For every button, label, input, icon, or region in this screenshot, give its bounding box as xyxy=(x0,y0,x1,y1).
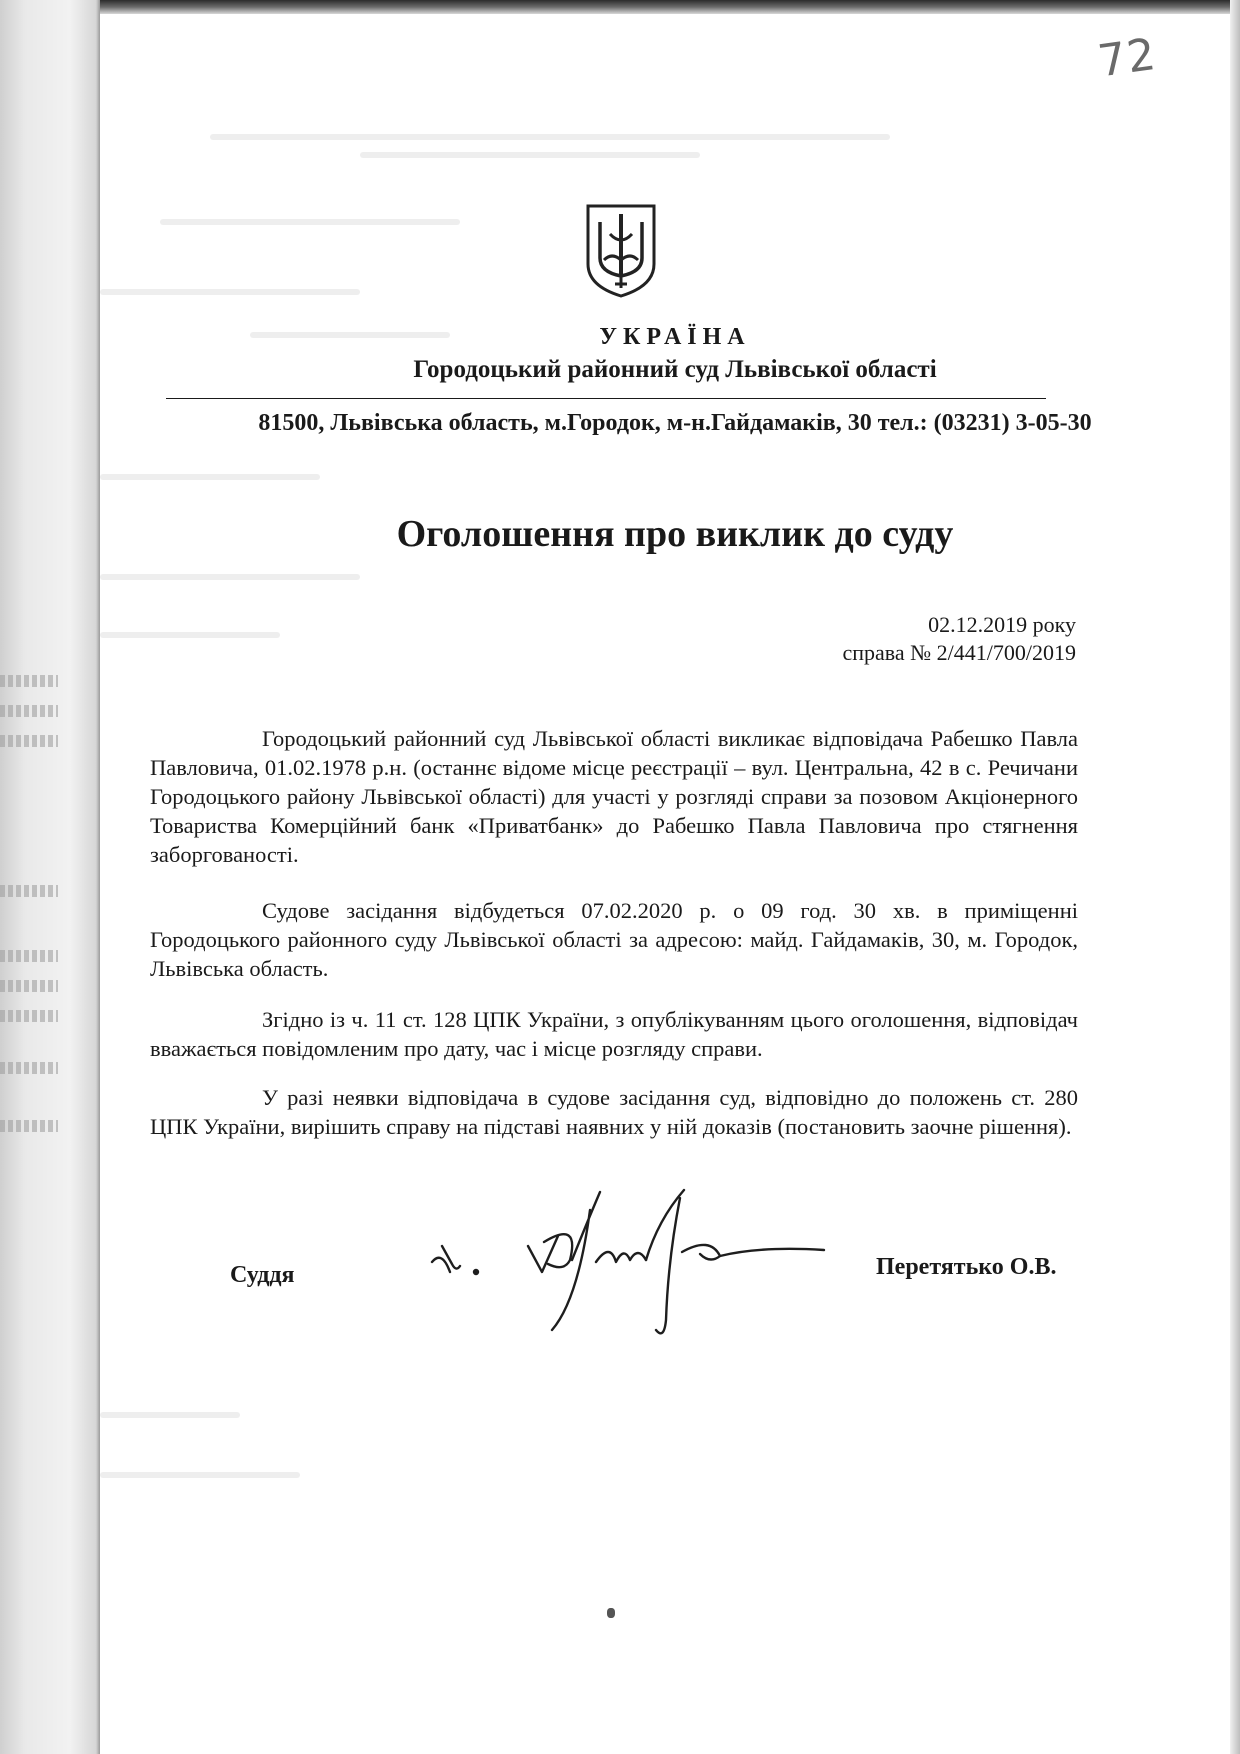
paragraph-notice: Згідно із ч. 11 ст. 128 ЦПК України, з опублікуванням цього оголошення, відповідач вважається повідомленим про дату, час і місце розгляду справи. xyxy=(150,1007,1078,1061)
bleed-mark xyxy=(0,675,58,687)
bleed-mark xyxy=(0,1062,58,1074)
bleed-mark xyxy=(0,885,58,897)
document-page xyxy=(100,14,1230,1754)
handwritten-page-number: 72 xyxy=(1094,28,1160,88)
handwritten-signature xyxy=(420,1180,830,1350)
document-title: Оголошення про виклик до суду xyxy=(396,513,954,555)
judge-name: Перетятько О.В. xyxy=(876,1254,1057,1280)
bleed-mark xyxy=(0,980,58,992)
paragraph-default: У разі неявки відповідача в судове засідання суд, відповідно до положень ст. 280 ЦПК України, вирішить справу на підставі наявних у ній доказів (постановить заочне рішення). xyxy=(150,1085,1078,1139)
coat-of-arms-icon xyxy=(584,202,658,298)
bleed-mark xyxy=(0,705,58,717)
scan-top-edge xyxy=(0,0,1240,14)
bleed-through-line xyxy=(100,1412,240,1418)
country-heading: УКРАЇНА xyxy=(599,324,751,350)
bleed-through-line xyxy=(360,152,700,158)
bleed-mark xyxy=(0,1010,58,1022)
bleed-mark xyxy=(0,735,58,747)
scan-left-margin xyxy=(0,0,100,1754)
bleed-through-line xyxy=(100,289,360,295)
case-number: справа № 2/441/700/2019 xyxy=(842,640,1076,665)
bleed-through-line xyxy=(100,574,360,580)
bleed-through-line xyxy=(100,1472,300,1478)
bleed-through-line xyxy=(100,474,320,480)
paragraph-summons: Городоцький районний суд Львівської області викликає відповідача Рабешко Павла Павловича, 01.02.1978 р.н. (останнє відоме місце реєстрації – вул. Центральна, 42 в с. Речичани Городоцького району Львівської області) для участі у розгляді справи за позовом Акціонерного Товариства Комерційний банк «Приватбанк» до Рабешко Павла Павловича про стягнення заборгованості. xyxy=(150,726,1078,867)
scan-right-edge xyxy=(1230,0,1240,1754)
header-divider xyxy=(166,398,1046,399)
bleed-through-line xyxy=(160,219,460,225)
bleed-mark xyxy=(0,1120,58,1132)
bleed-mark xyxy=(0,950,58,962)
scan-speck xyxy=(607,1608,615,1618)
court-name: Городоцький районний суд Львівської області xyxy=(413,356,937,383)
bleed-through-line xyxy=(210,134,890,140)
judge-label: Суддя xyxy=(230,1262,295,1288)
court-address: 81500, Львівська область, м.Городок, м-н.Гайдамаків, 30 тел.: (03231) 3-05-30 xyxy=(258,410,1092,436)
bleed-through-line xyxy=(100,632,280,638)
paragraph-hearing: Судове засідання відбудеться 07.02.2020 р. о 09 год. 30 хв. в приміщенні Городоцького районного суду Львівської області за адресою: майд. Гайдамаків, 30, м. Городок, Львівська область. xyxy=(150,898,1078,981)
document-date: 02.12.2019 року xyxy=(928,612,1076,637)
